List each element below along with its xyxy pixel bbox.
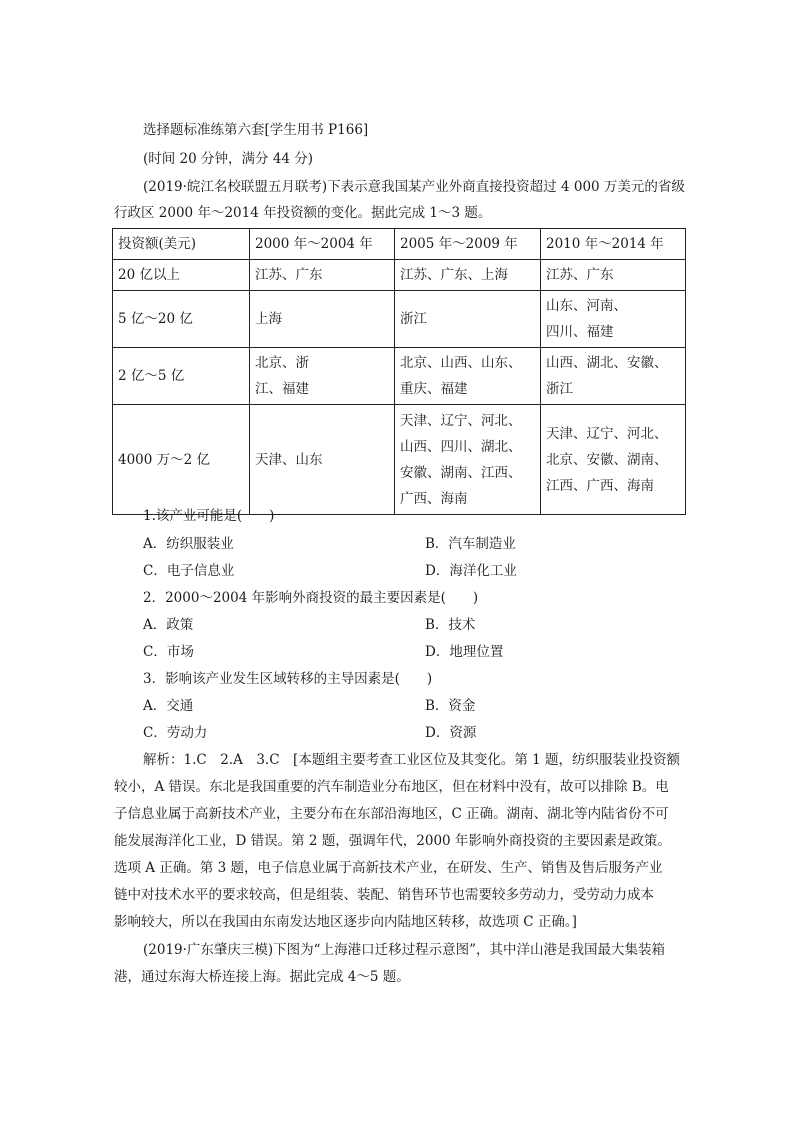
next-intro-line-2: 港，通过东海大桥连接上海。据此完成 4～5 题。: [114, 969, 410, 985]
question-2-option-b: B．技术: [425, 617, 476, 633]
cell-line: 山西、湖北、安徽、: [546, 355, 668, 371]
cell-line: 重庆、福建: [400, 381, 468, 397]
table-row: [113, 260, 686, 291]
table-header-row: [113, 229, 686, 260]
row-label: 20 亿以上: [113, 260, 250, 291]
analysis-line: 较小，A 错误。东北是我国重要的汽车制造业分布地区，但在材料中没有，故可以排除 B。电: [114, 779, 669, 795]
row-label: 5 亿～20 亿: [113, 291, 250, 348]
table-cell: [541, 291, 686, 348]
table-cell: [541, 348, 686, 405]
intro-line-2: 行政区 2000 年～2014 年投资额的变化。据此完成 1～3 题。: [114, 205, 492, 221]
question-2-stem: 2．2000～2004 年影响外商投资的最主要因素是( ): [143, 590, 479, 606]
table-header-cell: 投资额(美元): [113, 229, 250, 260]
table-row: [113, 405, 686, 515]
question-3-option-b: B．资金: [425, 698, 476, 714]
table-header-cell: 2005 年～2009 年: [395, 229, 541, 260]
row-label: 2 亿～5 亿: [113, 348, 250, 405]
table-cell: [250, 348, 395, 405]
table-row: [113, 348, 686, 405]
question-3-option-c: C．劳动力: [143, 725, 208, 741]
question-3-option-d: D．资源: [425, 725, 477, 741]
question-1-option-b: B．汽车制造业: [425, 536, 516, 552]
table-cell: [395, 348, 541, 405]
question-2-option-a: A．政策: [143, 617, 194, 633]
question-3-stem: 3．影响该产业发生区域转移的主导因素是( ): [143, 671, 433, 687]
cell-line: 山东、河南、: [546, 298, 627, 314]
cell-line: 四川、福建: [546, 324, 614, 340]
investment-table: [112, 228, 686, 515]
table-cell: [250, 260, 395, 291]
analysis-line: 子信息业属于高新技术产业，主要分布在东部沿海地区，C 正确。湖南、湖北等内陆省份不可: [114, 806, 669, 822]
cell-line: 北京、安徽、湖南、: [546, 451, 668, 468]
cell-line: 江苏、广东: [546, 267, 614, 283]
time-limit: (时间 20 分钟，满分 44 分): [143, 151, 314, 167]
table-cell: [395, 260, 541, 291]
question-2-option-d: D．地理位置: [425, 644, 504, 660]
cell-line: 江苏、广东、上海: [400, 267, 508, 283]
cell-line: 广西、海南: [400, 490, 468, 507]
cell-line: 天津、辽宁、河北、: [400, 412, 522, 429]
table-cell: [395, 291, 541, 348]
cell-line: 江苏、广东: [255, 267, 323, 283]
cell-line: 安徽、湖南、江西、: [400, 464, 522, 481]
table-row: [113, 291, 686, 348]
cell-line: 浙江: [546, 381, 573, 397]
cell-line: 天津、辽宁、河北、: [546, 425, 668, 442]
table-cell: [541, 405, 686, 515]
question-3-option-a: A．交通: [143, 698, 194, 714]
intro-line-1: (2019·皖江名校联盟五月联考)下表示意我国某产业外商直接投资超过 4 000 万美元的省级: [143, 179, 685, 195]
table-cell: [395, 405, 541, 515]
row-label: 4000 万～2 亿: [113, 405, 250, 515]
table-cell: [250, 405, 395, 515]
question-1-stem: 1.该产业可能是( ): [143, 508, 275, 524]
table-cell: [250, 291, 395, 348]
analysis-line: 能发展海洋化工业，D 错误。第 2 题，强调年代，2000 年影响外商投资的主要因素是政策。: [114, 833, 671, 849]
cell-line: 山西、四川、湖北、: [400, 438, 522, 455]
analysis-line: 影响较大，所以在我国由东南发达地区逐步向内陆地区转移，故选项 C 正确。]: [114, 914, 577, 930]
table-header-cell: 2000 年～2004 年: [250, 229, 395, 260]
question-1-option-c: C．电子信息业: [143, 563, 235, 579]
table-cell: [541, 260, 686, 291]
next-intro-line-1: (2019·广东肇庆三模)下图为“上海港口迁移过程示意图”，其中洋山港是我国最大集装箱: [143, 942, 665, 958]
cell-line: 北京、浙: [255, 355, 309, 371]
page-title: 选择题标准练第六套[学生用书 P166]: [143, 122, 369, 138]
question-2-option-c: C．市场: [143, 644, 194, 660]
cell-line: 浙江: [400, 311, 427, 327]
question-1-option-d: D．海洋化工业: [425, 563, 517, 579]
cell-line: 江西、广西、海南: [546, 477, 654, 494]
cell-line: 北京、山西、山东、: [400, 355, 522, 371]
cell-line: 江、福建: [255, 381, 309, 397]
analysis-line: 解析：1.C 2.A 3.C [本题组主要考查工业区位及其变化。第 1 题，纺织服装业投资额: [143, 752, 680, 768]
cell-line: 上海: [255, 311, 282, 327]
analysis-line: 选项 A 正确。第 3 题，电子信息业属于高新技术产业，在研发、生产、销售及售后服务产业: [114, 860, 663, 876]
table-header-cell: 2010 年～2014 年: [541, 229, 686, 260]
question-1-option-a: A．纺织服装业: [143, 536, 234, 552]
analysis-line: 链中对技术水平的要求较高，但是组装、装配、销售环节也需要较多劳动力，受劳动力成本: [114, 887, 654, 903]
cell-line: 天津、山东: [255, 451, 323, 468]
